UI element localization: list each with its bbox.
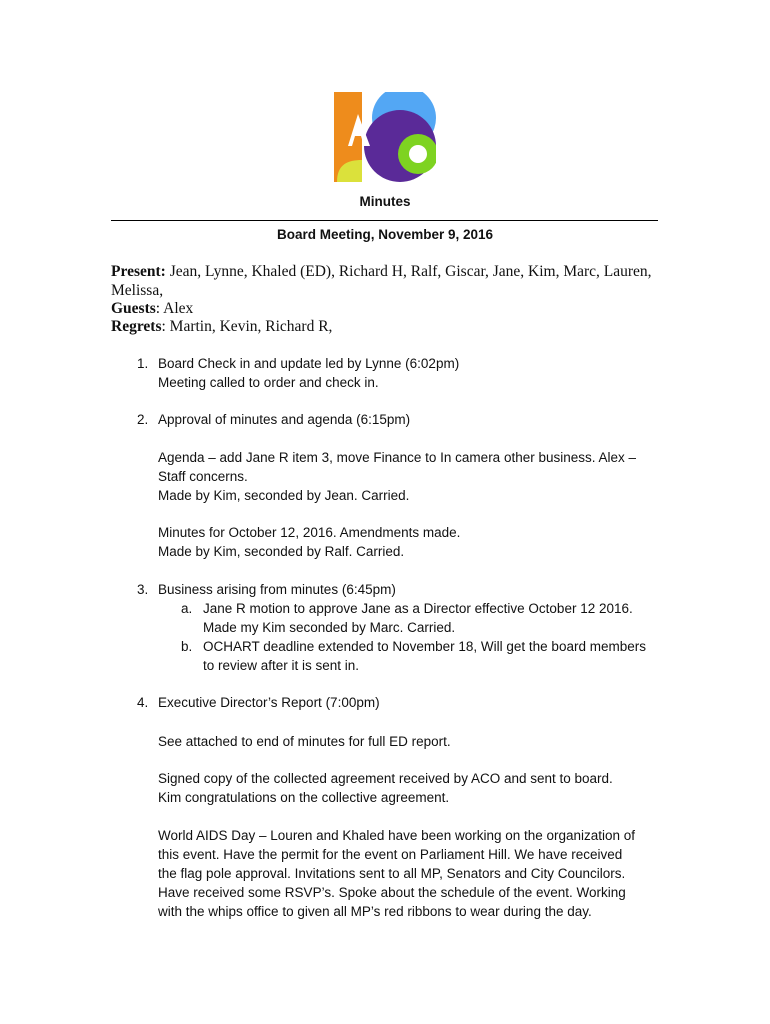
guests-line [111,299,193,318]
item-3b-letter: b. [181,639,193,654]
item-1-number: 1. [137,356,149,371]
item-4-line: World AIDS Day – Louren and Khaled have been working on the organization of [158,828,636,843]
item-1-line: Meeting called to order and check in. [158,375,379,390]
item-2-line: Minutes for October 12, 2016. Amendments made. [158,525,461,540]
present-continued: Melissa, [111,282,164,299]
item-3a-letter: a. [181,601,193,616]
item-3a-line: Jane R motion to approve Jane as a Director effective October 12 2016. [203,601,633,616]
item-3-heading: Business arising from minutes (6:45pm) [158,582,396,597]
regrets-label: Regrets [111,318,162,335]
item-4-line: See attached to end of minutes for full ED report. [158,734,451,749]
guests-label: Guests [111,300,156,317]
item-4-line: this event. Have the permit for the event on Parliament Hill. We have received [158,847,623,862]
item-4-line: Kim congratulations on the collective agreement. [158,790,450,805]
regrets-line [111,317,332,336]
item-2-number: 2. [137,412,149,427]
item-4-line: the flag pole approval. Invitations sent to all MP, Senators and City Councilors. [158,866,626,881]
meeting-subtitle: Board Meeting, November 9, 2016 [276,227,494,242]
present-list: Jean, Lynne, Khaled (ED), Richard H, Ralf, Giscar, Jane, Kim, Marc, Lauren, [165,263,652,280]
present-label: Present: [111,263,166,280]
item-3b-line: to review after it is sent in. [203,658,360,673]
item-4-number: 4. [137,695,149,710]
aco-logo [334,92,436,182]
regrets-list: : Martin, Kevin, Richard R, [161,318,333,335]
item-1-heading: Board Check in and update led by Lynne (6:02pm) [158,356,460,371]
item-2-line: Made by Kim, seconded by Jean. Carried. [158,488,410,503]
item-4-heading: Executive Director’s Report (7:00pm) [158,695,380,710]
item-3a-line: Made my Kim seconded by Marc. Carried. [203,620,456,635]
present-line [111,262,652,281]
item-4-line: Have received some RSVP’s. Spoke about the schedule of the event. Working [158,885,626,900]
item-3b-line: OCHART deadline extended to November 18, Will get the board members [203,639,646,654]
item-3-number: 3. [137,582,149,597]
guests-list: : Alex [155,300,194,317]
page-title: Minutes [359,194,411,209]
item-2-heading: Approval of minutes and agenda (6:15pm) [158,412,411,427]
item-2-line: Made by Kim, seconded by Ralf. Carried. [158,544,405,559]
item-4-line: Signed copy of the collected agreement received by ACO and sent to board. [158,771,613,786]
item-2-line: Staff concerns. [158,469,248,484]
item-4-line: with the whips office to given all MP’s red ribbons to wear during the day. [158,904,592,919]
title-divider [111,220,658,221]
item-2-line: Agenda – add Jane R item 3, move Finance to In camera other business. Alex – [158,450,637,465]
